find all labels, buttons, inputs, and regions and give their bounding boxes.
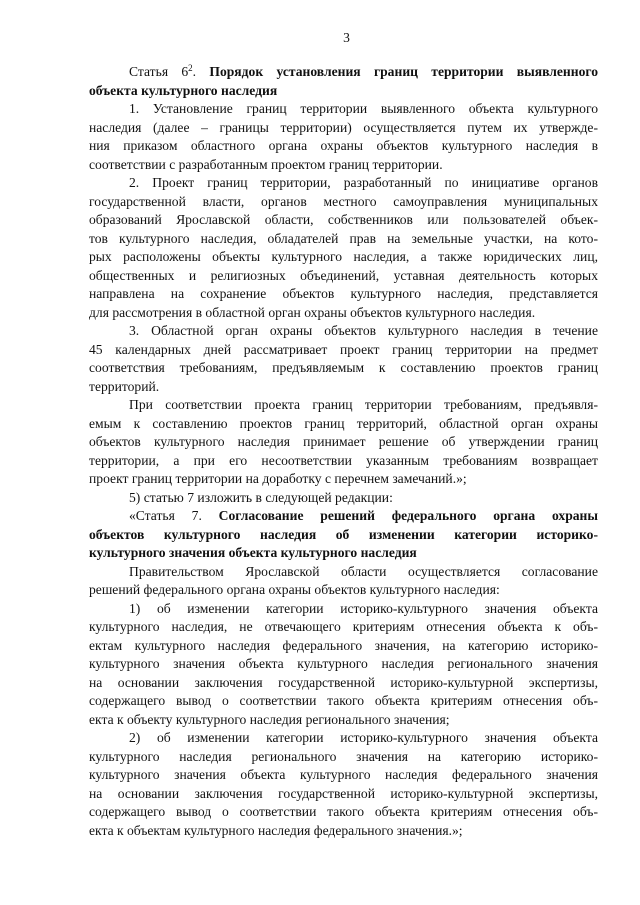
text-line [89,433,598,452]
text-line [89,322,598,341]
text-run: Правительством Ярославской области осуществляется согласование [129,563,598,579]
text-line [89,526,598,545]
text-run: решений федерального органа охраны объектов культурного наследия: [89,582,500,597]
text-run: ектам культурного наследия федерального значения, на категорию историко- [89,637,598,653]
text-run: 1. Установление границ территории выявленного объекта культурного [129,101,598,116]
bold-text: Порядок установления границ территории выявленного [209,64,598,79]
text-line [89,230,598,249]
text-line [89,766,598,785]
text-line [89,637,598,656]
text-line [89,618,598,637]
text-run: соответствии с разработанным проектом границ территории. [89,156,443,172]
text-line [89,82,598,101]
bold-text: объектов культурного наследия об изменении категории историко- [89,526,598,542]
text-line [89,119,598,138]
text-line [89,822,598,841]
text-line [89,267,598,286]
text-run: содержащего вывод о соответствии такого объекта критериям отнесения объ- [89,804,598,819]
text-line [89,600,598,619]
text-run: 45 календарных дней рассматривает проект границ территории на предмет [89,341,598,357]
text-run: культурного значения объекта культурного наследия регионального значения [89,656,598,671]
text-run: тов культурного наследия, обладателей прав на земельные участки, на кото- [89,230,598,246]
text-line [89,415,598,434]
text-line [89,156,598,175]
text-line [89,304,598,323]
text-run: 3. Областной орган охраны объектов культурного наследия в течение [129,323,598,338]
text-line [89,581,598,600]
text-run: 5) статью 7 изложить в следующей редакции: [129,489,393,505]
text-line [89,674,598,693]
text-run: екта к объекту культурного наследия регионального значения; [89,711,450,727]
text-line [89,341,598,360]
text-run: культурного наследия регионального значения на категорию историко- [89,748,598,764]
text-line [89,452,598,471]
text-line [89,748,598,767]
text-run: территории, а при его несоответствии указанным требованиям возвращает [89,452,598,468]
text-line [89,489,598,508]
text-run: Статья 6 [129,64,189,79]
document-body [89,63,598,840]
text-run: территорий. [89,378,160,394]
text-line [89,211,598,230]
text-run: емым к составлению проектов границ территорий, областной орган охраны [89,415,598,431]
text-line [89,507,598,526]
text-run: на основании заключения государственной историко-культурной экспертизы, [89,785,598,801]
text-line [89,544,598,563]
text-run: ния приказом областного органа охраны объектов культурного наследия в [89,138,598,153]
page-number: 3 [343,30,350,45]
text-run: рых расположены объекты культурного наследия, а также юридических лиц, [89,249,598,264]
text-line [89,803,598,822]
text-run: государственной власти, органов местного самоуправления муниципальных [89,193,598,209]
text-run: на основании заключения государственной историко-культурной экспертизы, [89,674,598,690]
text-run: екта к объектам культурного наследия федерального значения.»; [89,822,463,838]
text-line [89,285,598,304]
text-run: . [192,64,210,79]
text-line [89,100,598,119]
bold-text: Согласование решений федерального органа охраны [218,508,599,523]
text-run: При соответствии проекта границ территории требованиям, предъявля- [129,397,598,412]
text-line [89,655,598,674]
text-run: соответствия требованиям, предъявляемым к составлению проектов границ [89,360,598,375]
text-run: «Статья 7. [129,508,219,523]
text-run: общественных и религиозных объединений, уставная деятельность которых [89,267,598,283]
text-line [89,63,598,82]
text-run: проект границ территории на доработку с перечнем замечаний.»; [89,471,467,486]
text-line [89,174,598,193]
text-run: содержащего вывод о соответствии такого объекта критериям отнесения объ- [89,693,598,708]
bold-text: объекта культурного наследия [89,82,278,98]
text-run: образований Ярославской области, собственников или пользователей объек- [89,212,598,227]
text-run: объектов культурного наследия принимает решение об утверждении границ [89,434,598,449]
text-run: направлена на сохранение объектов культурного наследия, представляется [89,286,598,301]
bold-text: культурного значения объекта культурного наследия [89,545,417,560]
text-line [89,137,598,156]
text-line [89,396,598,415]
text-line [89,563,598,582]
text-run: для рассмотрения в областной орган охраны объектов культурного наследия. [89,304,536,320]
text-line [89,193,598,212]
text-run: 2) об изменении категории историко-культурного значения объекта [129,730,598,745]
text-run: 1) об изменении категории историко-культурного значения объекта [129,600,598,616]
superscript: 2 [188,63,193,73]
text-line [89,470,598,489]
text-run: культурного наследия, не отвечающего критериям отнесения объекта к объ- [89,619,598,634]
text-line [89,729,598,748]
text-run: 2. Проект границ территории, разработанный по инициативе органов [129,175,598,190]
text-line [89,378,598,397]
text-line [89,692,598,711]
text-line [89,248,598,267]
text-line [89,359,598,378]
text-line [89,711,598,730]
text-run: наследия (далее – границы территории) осуществляется путем их утвержде- [89,119,598,135]
text-line [89,785,598,804]
text-run: культурного значения объекта культурного наследия федерального значения [89,767,598,782]
